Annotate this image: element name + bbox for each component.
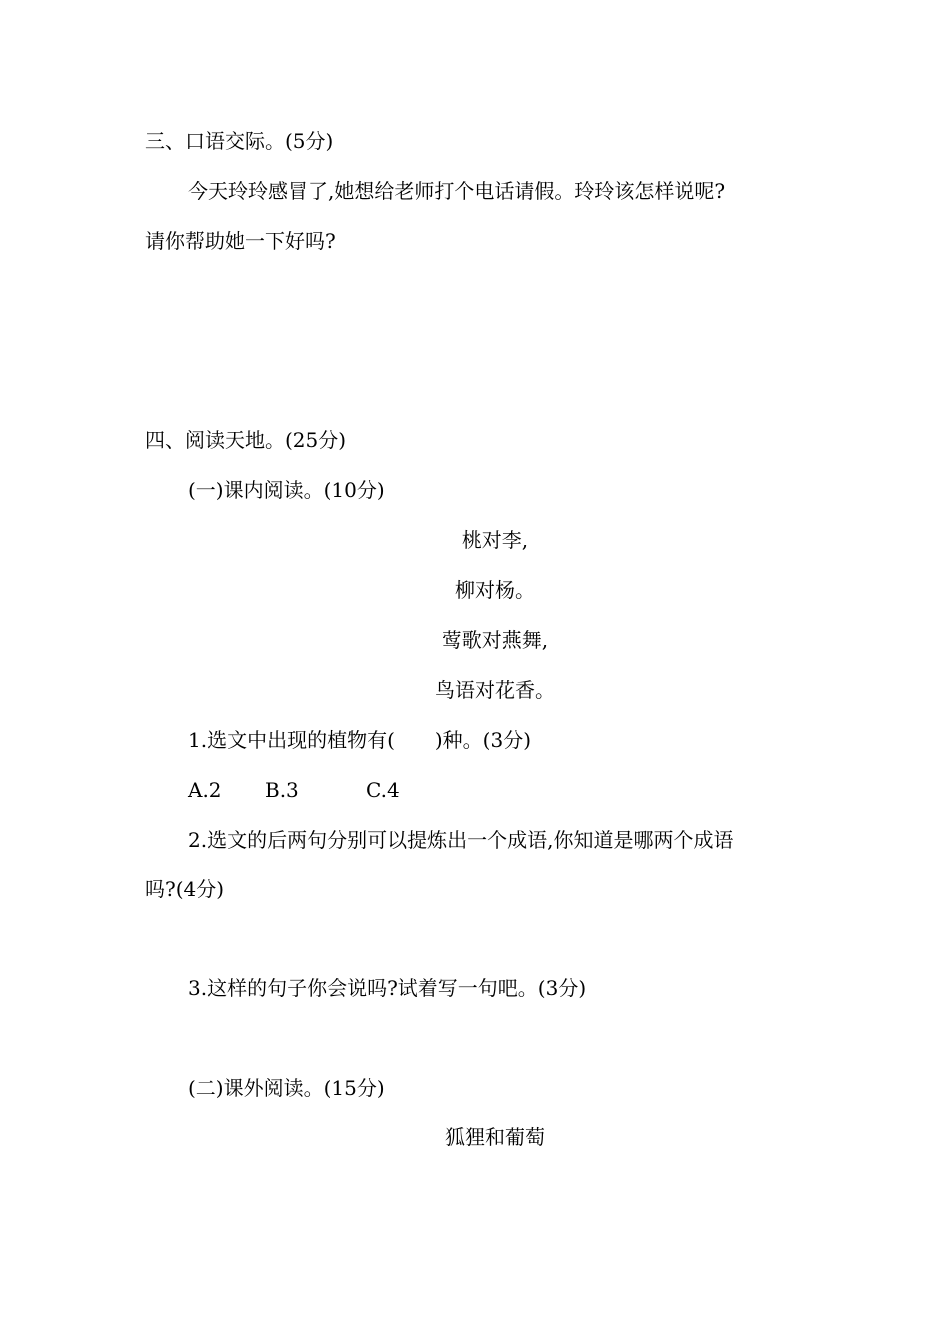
poem-line-1: 桃对李, <box>461 528 529 552</box>
section3-prompt-line1: 今天玲玲感冒了,她想给老师打个电话请假。玲玲该怎样说呢? <box>188 179 726 203</box>
question-2-line1: 2.选文的后两句分别可以提炼出一个成语,你知道是哪两个成语 <box>188 828 734 852</box>
option-c: C.4 <box>366 778 400 802</box>
part2-heading: (二)课外阅读。(15分) <box>188 1076 385 1100</box>
option-a: A.2 <box>188 778 222 802</box>
part1-heading: (一)课内阅读。(10分) <box>188 478 385 502</box>
option-b: B.3 <box>265 778 299 802</box>
question-1: 1.选文中出现的植物有( )种。(3分) <box>188 728 532 752</box>
passage-title: 狐狸和葡萄 <box>445 1125 545 1149</box>
question-3: 3.这样的句子你会说吗?试着写一句吧。(3分) <box>188 976 587 1000</box>
poem-line-3: 莺歌对燕舞, <box>441 628 549 652</box>
section4-heading: 四、阅读天地。(25分) <box>145 428 347 452</box>
section3-prompt-line2: 请你帮助她一下好吗? <box>145 229 336 253</box>
poem-line-4: 鸟语对花香。 <box>435 678 555 702</box>
question-2-line2: 吗?(4分) <box>145 877 225 901</box>
poem-line-2: 柳对杨。 <box>455 578 535 602</box>
section3-heading: 三、口语交际。(5分) <box>145 129 334 153</box>
